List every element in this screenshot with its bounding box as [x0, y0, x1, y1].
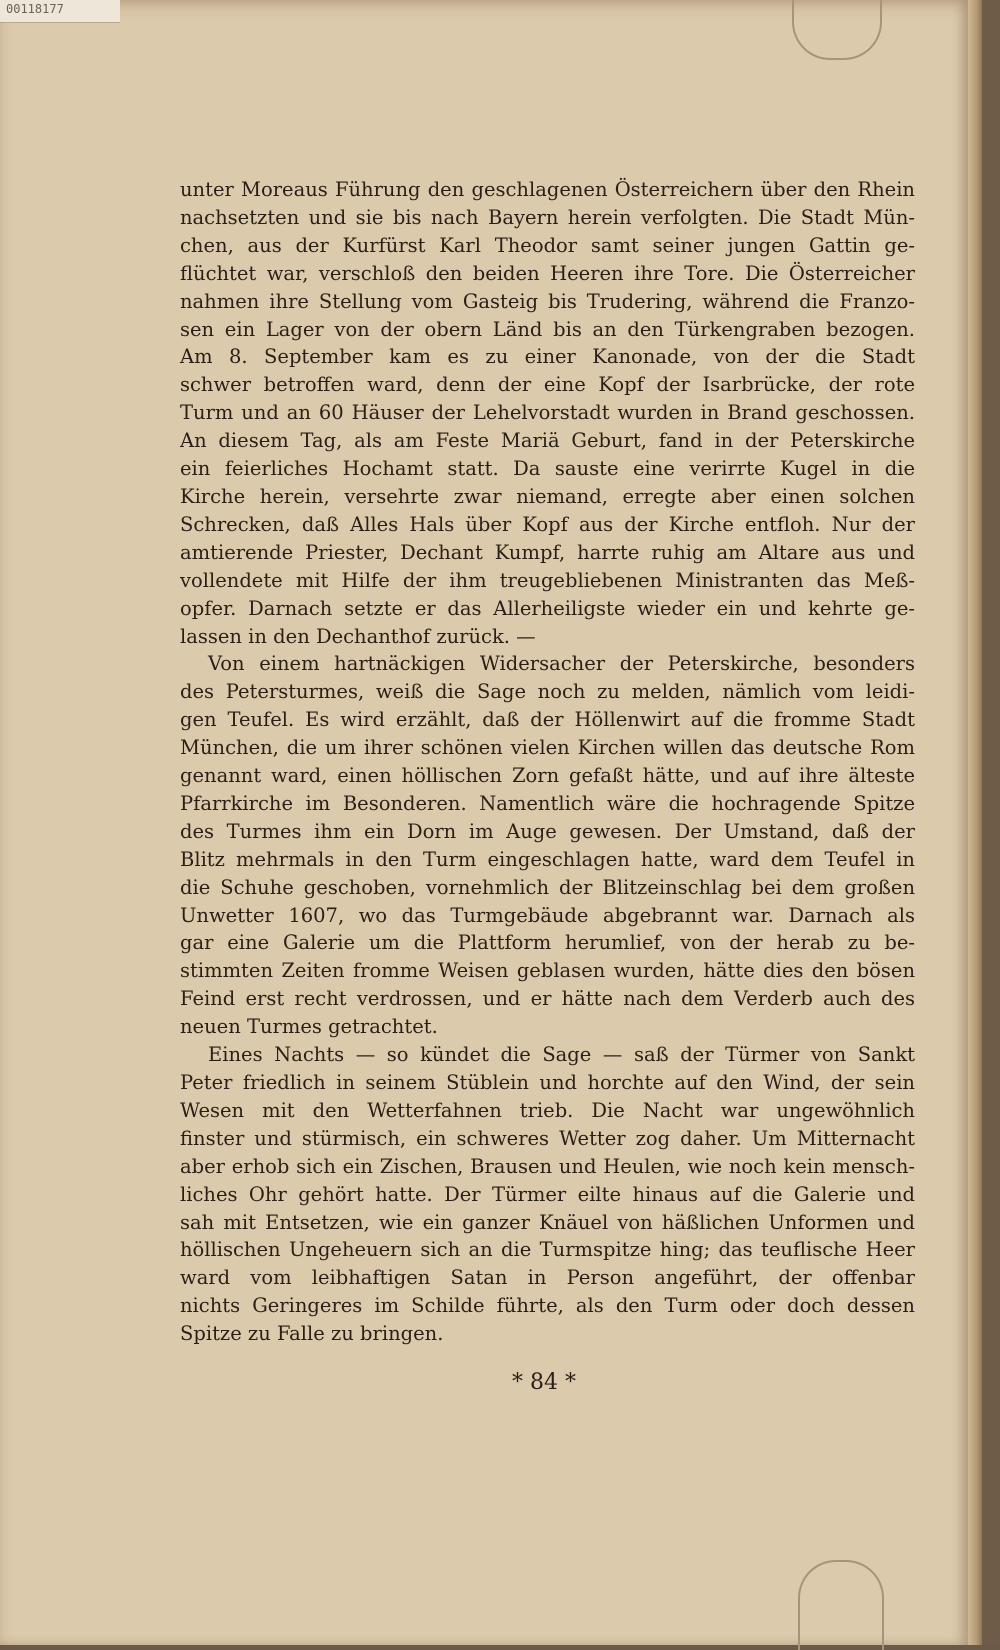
text-line: An diesem Tag, als am Feste Mariä Geburt, fand in der Peterskirche: [180, 429, 915, 453]
text-line: Schrecken, daß Alles Hals über Kopf aus der Kirche entfloh. Nur der: [180, 512, 915, 536]
text-line: finster und stürmisch, ein schweres Wetter zog daher. Um Mitternacht: [180, 1126, 915, 1150]
text-line: sen ein Lager von der obern Länd bis an den Türkengraben bezogen.: [180, 317, 915, 341]
text-line: gar eine Galerie um die Plattform herumlief, von der herab zu be-: [180, 931, 915, 955]
archive-label: [0, 0, 120, 23]
text-line: genannt ward, einen höllischen Zorn gefaßt hätte, und auf ihre älteste: [180, 764, 915, 788]
text-line: nahmen ihre Stellung vom Gasteig bis Trudering, während die Franzo-: [180, 289, 915, 313]
paragraph: [180, 1041, 915, 1348]
text-line: des Petersturmes, weiß die Sage noch zu melden, nämlich vom leidi-: [180, 680, 915, 704]
text-line: Eines Nachts — so kündet die Sage — saß der Türmer von Sankt: [208, 1043, 915, 1067]
text-line: höllischen Ungeheuern sich an die Turmspitze hing; das teuflische Heer: [180, 1238, 915, 1262]
text-line: chen, aus der Kurfürst Karl Theodor samt seiner jungen Gattin ge-: [180, 233, 915, 257]
text-line: nachsetzten und sie bis nach Bayern herein verfolgten. Die Stadt Mün-: [180, 205, 915, 229]
text-line: des Turmes ihm ein Dorn im Auge gewesen. Der Umstand, daß der: [180, 819, 915, 843]
text-line: Pfarrkirche im Besonderen. Namentlich wäre die hochragende Spitze: [180, 791, 915, 815]
text-line: Turm und an 60 Häuser der Lehelvorstadt wurden in Brand geschossen.: [180, 401, 915, 425]
text-line: Spitze zu Falle zu bringen.: [180, 1322, 444, 1346]
text-line: vollendete mit Hilfe der ihm treugebliebenen Ministranten das Meß-: [180, 568, 915, 592]
text-line: Peter friedlich in seinem Stüblein und horchte auf den Wind, der sein: [180, 1071, 915, 1094]
text-line: unter Moreaus Führung den geschlagenen Österreichern über den Rhein: [180, 178, 915, 201]
text-line: amtierende Priester, Dechant Kumpf, harrte ruhig am Altare aus und: [180, 540, 915, 564]
page-edge: [968, 0, 982, 1645]
text-line: aber erhob sich ein Zischen, Brausen und Heulen, wie noch kein mensch-: [180, 1154, 915, 1178]
text-line: die Schuhe geschoben, vornehmlich der Blitzeinschlag bei dem großen: [180, 875, 915, 899]
body-text: [180, 176, 915, 1348]
page-number: * 84 *: [512, 1370, 576, 1395]
text-line: neuen Turmes getrachtet.: [180, 1015, 438, 1039]
paragraph: [180, 176, 915, 650]
page-clip-top: [792, 0, 882, 60]
page-clip-bottom: [798, 1560, 884, 1650]
text-line: nichts Geringeres im Schilde führte, als den Turm oder doch dessen: [180, 1294, 915, 1318]
text-line: ein feierliches Hochamt statt. Da sauste eine verirrte Kugel in die: [180, 457, 915, 481]
text-line: schwer betroffen ward, denn der eine Kopf der Isarbrücke, der rote: [180, 373, 915, 397]
text-line: Kirche herein, versehrte zwar niemand, erregte aber einen solchen: [180, 484, 915, 508]
text-line: stimmten Zeiten fromme Weisen geblasen wurden, hätte dies den bösen: [180, 959, 915, 983]
text-line: gen Teufel. Es wird erzählt, daß der Höllenwirt auf die fromme Stadt: [180, 708, 915, 732]
text-line: flüchtet war, verschloß den beiden Heeren ihre Tore. Die Österreicher: [180, 261, 915, 285]
text-line: opfer. Darnach setzte er das Allerheiligste wieder ein und kehrte ge-: [180, 596, 915, 620]
text-line: Am 8. September kam es zu einer Kanonade, von der die Stadt: [180, 345, 915, 369]
text-line: Von einem hartnäckigen Widersacher der Peterskirche, besonders: [208, 652, 915, 676]
text-line: sah mit Entsetzen, wie ein ganzer Knäuel von häßlichen Unformen und: [180, 1210, 915, 1234]
text-line: Unwetter 1607, wo das Turmgebäude abgebrannt war. Darnach als: [180, 903, 915, 927]
text-line: lassen in den Dechanthof zurück. —: [180, 624, 536, 648]
text-line: Blitz mehrmals in den Turm eingeschlagen hatte, ward dem Teufel in: [180, 847, 915, 871]
text-line: Feind erst recht verdrossen, und er hätte nach dem Verderb auch des: [180, 987, 915, 1011]
text-line: liches Ohr gehört hatte. Der Türmer eilte hinaus auf die Galerie und: [180, 1182, 915, 1206]
text-line: ward vom leibhaftigen Satan in Person angeführt, der offenbar: [180, 1266, 915, 1290]
archive-label-text: 00118177: [6, 2, 64, 16]
text-line: Wesen mit den Wetterfahnen trieb. Die Nacht war ungewöhnlich: [180, 1098, 915, 1122]
paragraph: [180, 650, 915, 1041]
text-line: München, die um ihrer schönen vielen Kirchen willen das deutsche Rom: [180, 736, 915, 760]
